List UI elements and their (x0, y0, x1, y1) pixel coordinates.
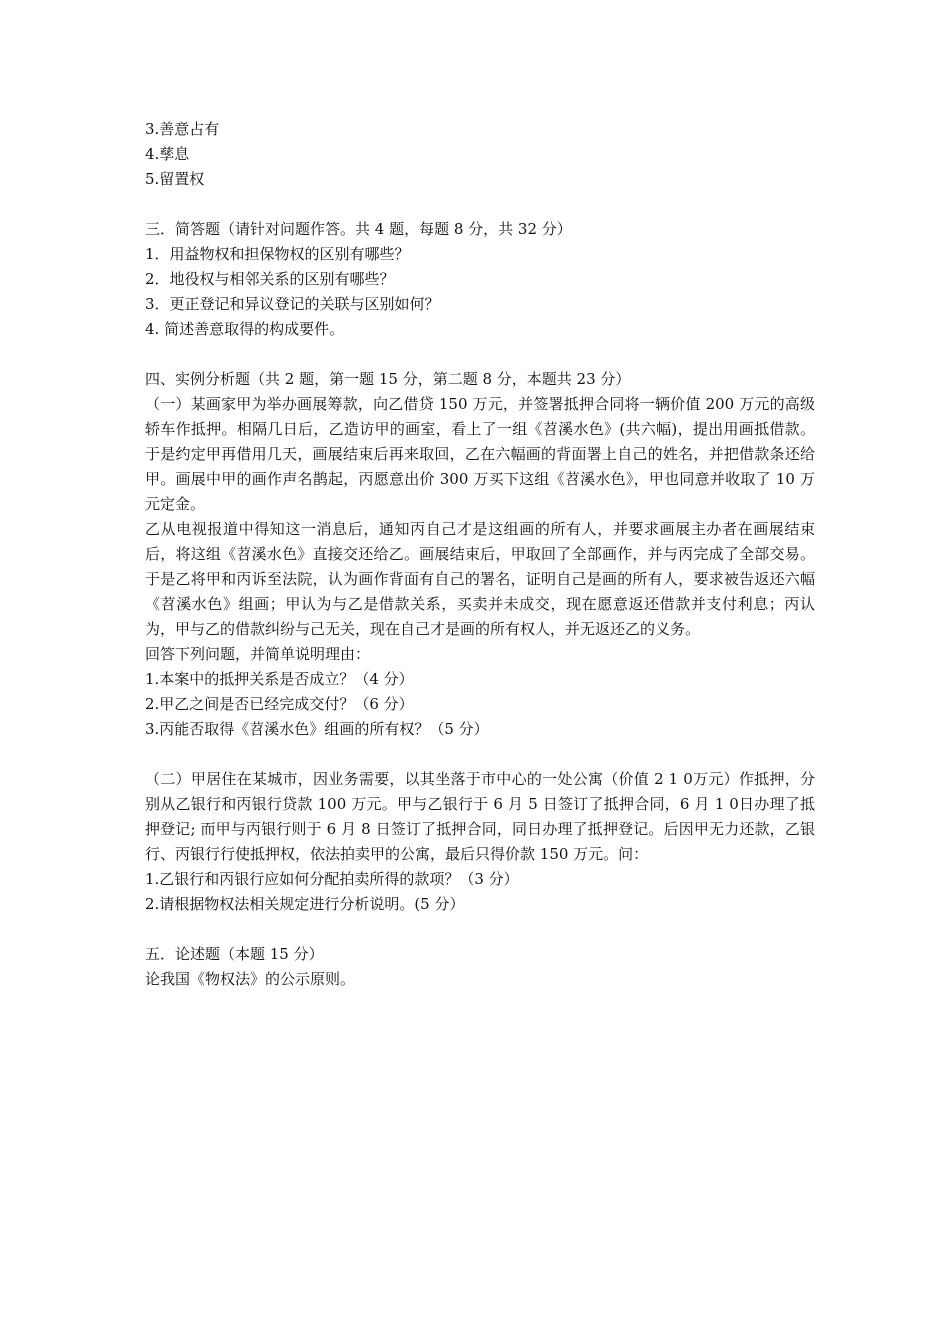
section4-heading: 四、实例分析题（共 2 题，第一题 15 分，第二题 8 分，本题共 23 分） (145, 370, 631, 388)
question-item: 4. 简述善意取得的构成要件。 (145, 320, 345, 338)
spacer (145, 917, 815, 942)
case-one-question: 3.丙能否取得《苕溪水色》组画的所有权？（5 分） (145, 720, 489, 738)
section3-short-answer (145, 217, 815, 342)
case-one-paragraph-2: 乙从电视报道中得知这一消息后，通知丙自己才是这组画的所有人，并要求画展主办者在画展结束后，将这组《苕溪水色》直接交还给乙。画展结束后，甲取回了全部画作，并与丙完成了全部交易。于是乙将甲和丙诉至法院，认为画作背面有自己的署名，证明自己是画的所有人，要求被告返还六幅《苕溪水色》组画；甲认为与乙是借款关系，买卖并未成交，现在愿意返还借款并支付利息；丙认为，甲与乙的借款纠纷与己无关，现在自己才是画的所有权人，并无返还乙的义务。 (145, 520, 815, 638)
case-one-prompt: 回答下列问题，并简单说明理由： (145, 645, 371, 663)
case-one-question: 1.本案中的抵押关系是否成立？（4 分） (145, 670, 414, 688)
case-two-question: 2.请根据物权法相关规定进行分析说明。(5 分） (145, 895, 465, 913)
spacer (145, 342, 815, 367)
spacer (145, 742, 815, 767)
section5-essay (145, 942, 815, 992)
case-one-paragraph-1: （一）某画家甲为举办画展筹款，向乙借贷 150 万元，并签署抵押合同将一辆价值 200 万元的高级轿车作抵押。相隔几日后，乙造访甲的画室，看上了一组《苕溪水色》(共六幅)，提出用画抵借款。于是约定甲再借用几天，画展结束后再来取回，乙在六幅画的背面署上自己的姓名，并把借款条还给甲。画展中甲的画作声名鹊起，丙愿意出价 300 万买下这组《苕溪水色》，甲也同意并收取了 10 万元定金。 (145, 395, 815, 513)
case-two-paragraph: （二）甲居住在某城市，因业务需要，以其坐落于市中心的一处公寓（价值 2 1 0万元）作抵押，分别从乙银行和丙银行贷款 100 万元。甲与乙银行于 6 月 5 日签订了抵押合同，6 月 1 0日办理了抵押登记; 而甲与丙银行则于 6 月 8 日签订了抵押合同，同日办理了抵押登记。后因甲无力还款，乙银行、丙银行行使抵押权，依法拍卖甲的公寓，最后只得价款 150 万元。问： (145, 770, 815, 863)
section4-case-analysis (145, 367, 815, 917)
case-two-question: 1.乙银行和丙银行应如何分配拍卖所得的款项？（3 分） (145, 870, 519, 888)
term-item: 3.善意占有 (145, 120, 220, 138)
question-item: 2．地役权与相邻关系的区别有哪些？ (145, 270, 395, 288)
question-item: 3．更正登记和异议登记的关联与区别如何？ (145, 295, 440, 313)
case-two (145, 767, 815, 917)
term-item: 5.留置权 (145, 170, 205, 188)
case-one-question: 2.甲乙之间是否已经完成交付？（6 分） (145, 695, 414, 713)
question-item: 1．用益物权和担保物权的区别有哪些？ (145, 245, 410, 263)
exam-page (145, 117, 815, 992)
spacer (145, 192, 815, 217)
section3-heading: 三．简答题（请针对问题作答。共 4 题，每题 8 分，共 32 分） (145, 220, 572, 238)
section2-tail (145, 117, 815, 192)
essay-prompt: 论我国《物权法》的公示原则。 (145, 970, 356, 988)
section5-heading: 五．论述题（本题 15 分） (145, 945, 324, 963)
term-item: 4.孳息 (145, 145, 190, 163)
case-one (145, 392, 815, 742)
